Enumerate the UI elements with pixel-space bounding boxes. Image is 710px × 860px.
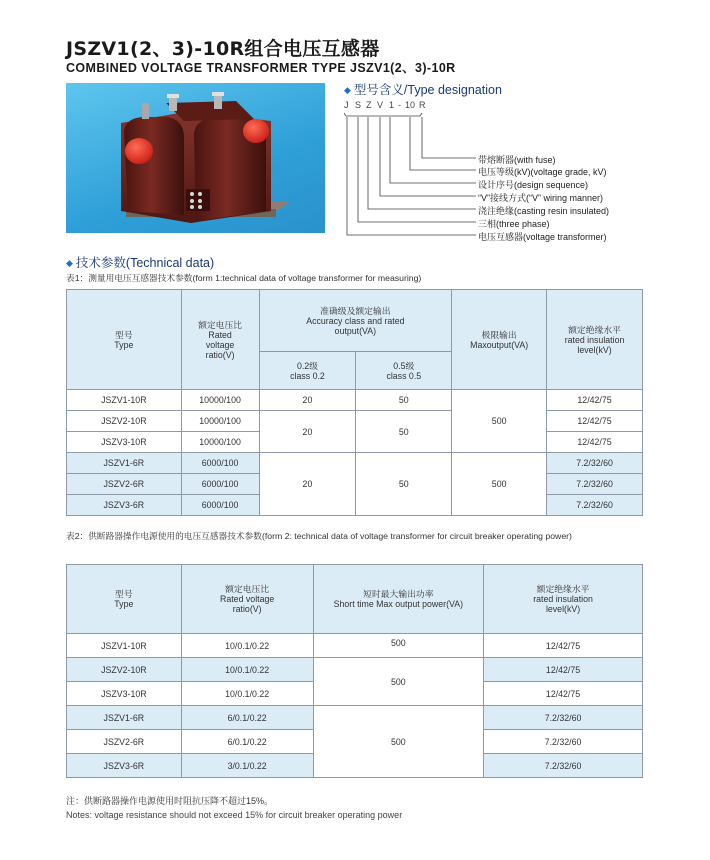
table-row-class05: 50 (356, 453, 452, 516)
table-row-insulation: 7.2/32/60 (484, 730, 643, 754)
table-row-insulation: 12/42/75 (484, 634, 643, 658)
table-row-type: JSZV3-10R (67, 682, 182, 706)
header-short-time-power: 短时最大输出功率 Short time Max output power(VA) (313, 565, 484, 634)
type-designation (344, 80, 674, 245)
designation-connector-lines (344, 80, 484, 245)
table-row-insulation: 12/42/75 (484, 658, 643, 682)
table-row-type: JSZV2-6R (67, 730, 182, 754)
header-max-output: 极限输出 Maxoutput(VA) (452, 290, 547, 390)
designation-label-phase: 三相(three phase) (478, 219, 550, 229)
page-title: JSZV1(2、3)-10R组合电压互感器 (66, 38, 380, 60)
header-type: 型号 Type (67, 290, 182, 390)
code-letter-z: Z (366, 100, 372, 110)
table-row-insulation: 7.2/32/60 (484, 706, 643, 730)
table-row-class02: 20 (259, 390, 356, 411)
table-row-power: 500 (313, 658, 484, 706)
table-row-class02: 20 (259, 411, 356, 453)
table-row-insulation: 12/42/75 (547, 411, 643, 432)
technical-data-heading-text: 技术参数(Technical data) (75, 256, 215, 270)
table-row-ratio: 10/0.1/0.22 (181, 634, 313, 658)
table-row-ratio: 6/0.1/0.22 (181, 706, 313, 730)
table-row-type: JSZV2-10R (67, 658, 182, 682)
table-row-max-output: 500 (452, 453, 547, 516)
table-measuring (66, 289, 643, 516)
page-subtitle: COMBINED VOLTAGE TRANSFORMER TYPE JSZV1(2、3)-10R (66, 61, 456, 75)
header-insulation: 额定绝缘水平 rated insulation level(kV) (547, 290, 643, 390)
table-row-insulation: 7.2/32/60 (547, 474, 643, 495)
table-row-type: JSZV1-6R (67, 453, 182, 474)
table-row-type: JSZV1-10R (67, 634, 182, 658)
designation-label-sequence: 设计序号(design sequence) (478, 180, 589, 190)
table-row-max-output: 500 (452, 390, 547, 453)
diamond-bullet-icon: ◆ (66, 258, 73, 268)
table-row-class05: 50 (356, 411, 452, 453)
table-row-insulation: 7.2/32/60 (484, 754, 643, 778)
designation-label-transformer: 电压互感器(voltage transformer) (478, 232, 607, 242)
table-row-power: 500 (313, 706, 484, 778)
header-class-05: 0.5级 class 0.5 (356, 352, 452, 390)
code-letter-s: S (355, 100, 362, 110)
note-chinese: 注：供断路器操作电源使用时阻抗压降不超过15%。 (66, 796, 274, 806)
designation-label-voltage: 电压等级(kV)(voltage grade, kV) (478, 167, 607, 177)
code-letter-r: R (419, 100, 426, 110)
table-row-ratio: 6000/100 (181, 474, 259, 495)
code-letter-v: V (377, 100, 384, 110)
code-dash: - (398, 100, 401, 110)
table-row-type: JSZV1-6R (67, 706, 182, 730)
code-letter-j: J (344, 100, 349, 110)
header-rated-ratio: 额定电压比 Rated voltage ratio(V) (181, 565, 313, 634)
table1-caption: 表1：测量用电压互感器技术参数(form 1:technical data of voltage transformer for measuring) (66, 273, 422, 283)
table-row-type: JSZV3-6R (67, 495, 182, 516)
designation-heading-text: 型号含义/Type designation (353, 83, 502, 97)
designation-label-fuse: 带熔断器(with fuse) (478, 155, 556, 165)
table-row-ratio: 10000/100 (181, 390, 259, 411)
transformer-illustration (66, 83, 325, 233)
product-photo (66, 83, 325, 233)
header-accuracy: 准确级及额定输出 Accuracy class and rated output(VA) (259, 290, 452, 352)
code-voltage: 10 (405, 100, 416, 110)
table-row-type: JSZV2-10R (67, 411, 182, 432)
designation-label-wiring: “V”接线方式(“V” wiring manner) (478, 193, 604, 203)
header-insulation: 额定绝缘水平 rated insulation level(kV) (484, 565, 643, 634)
table-row-type: JSZV3-10R (67, 432, 182, 453)
table-row-power: 500 (313, 634, 484, 658)
table-row-insulation: 7.2/32/60 (547, 495, 643, 516)
table-row-ratio: 10000/100 (181, 432, 259, 453)
table-row-insulation: 12/42/75 (547, 390, 643, 411)
header-class-02: 0.2级 class 0.2 (259, 352, 356, 390)
table-row-type: JSZV1-10R (67, 390, 182, 411)
table-row-type: JSZV2-6R (67, 474, 182, 495)
code-digit-1: 1 (389, 100, 395, 110)
table-row-insulation: 7.2/32/60 (547, 453, 643, 474)
table-row-class05: 50 (356, 390, 452, 411)
diamond-bullet-icon: ◆ (344, 85, 351, 95)
header-rated-ratio: 额定电压比 Rated voltage ratio(V) (181, 290, 259, 390)
table-row-insulation: 12/42/75 (547, 432, 643, 453)
table-row-ratio: 6000/100 (181, 453, 259, 474)
technical-data-heading (66, 253, 214, 271)
table-circuit-breaker (66, 564, 643, 778)
table-row-ratio: 10000/100 (181, 411, 259, 432)
table-row-ratio: 10/0.1/0.22 (181, 658, 313, 682)
table-row-type: JSZV3-6R (67, 754, 182, 778)
table-row-ratio: 6000/100 (181, 495, 259, 516)
table-row-ratio: 3/0.1/0.22 (181, 754, 313, 778)
table-row-insulation: 12/42/75 (484, 682, 643, 706)
table-row-ratio: 6/0.1/0.22 (181, 730, 313, 754)
table2-caption: 表2：供断路器操作电源使用的电压互感器技术参数(form 2: technical data of voltage transformer for circuit breaker operating power) (66, 531, 572, 541)
table-row-ratio: 10/0.1/0.22 (181, 682, 313, 706)
table-row-class02: 20 (259, 453, 356, 516)
header-type: 型号 Type (67, 565, 182, 634)
designation-label-casting: 浇注绝缘(casting resin insulated) (478, 206, 610, 216)
note-english: Notes: voltage resistance should not exceed 15% for circuit breaker operating power (66, 810, 403, 820)
